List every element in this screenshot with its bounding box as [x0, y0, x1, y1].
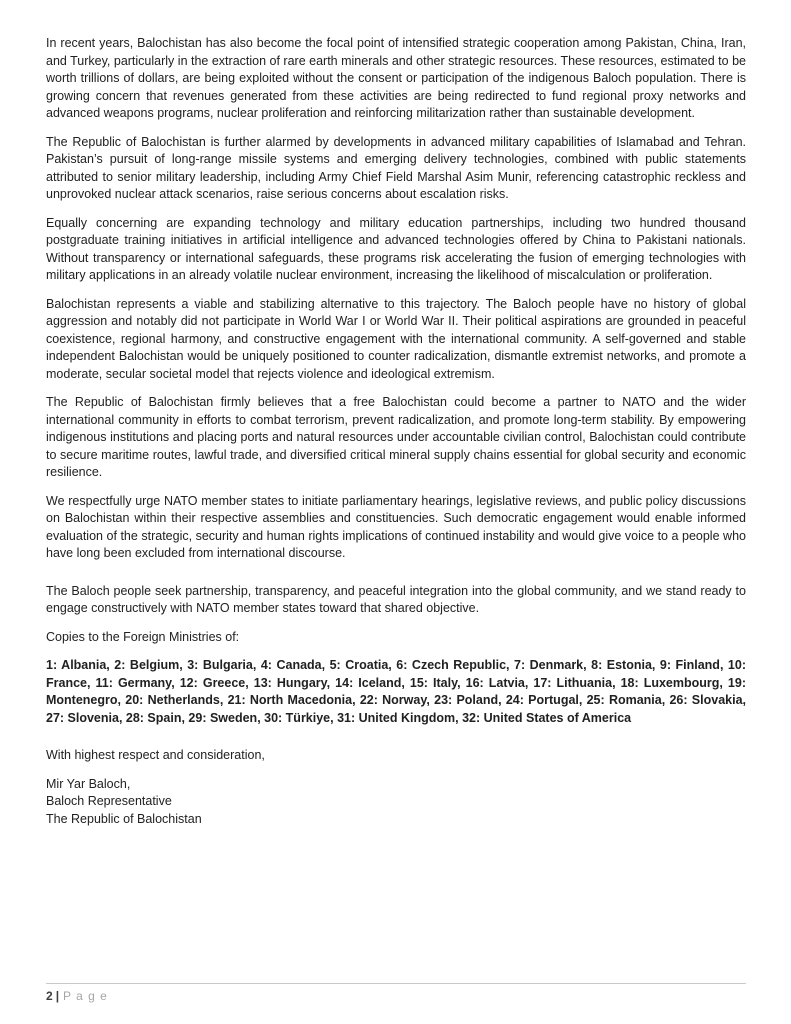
copies-heading: Copies to the Foreign Ministries of: — [46, 629, 240, 644]
paragraph-military-capabilities: The Republic of Balochistan is further alarmed by developments in advanced military capabilities of Islamabad and Tehran. Pakistan’s pursuit of long-range missile systems and emerging delivery technologies, combined with public statements attributed to senior military leadership, including Army Chief Field Marshal Asim Munir, referencing catastrophic reckless and unprovoked nuclear attack scenarios, raise serious concerns about escalation risks. — [46, 134, 746, 201]
signature-block — [46, 776, 746, 829]
letter-body — [46, 35, 746, 828]
signatory-title: Baloch Representative — [46, 794, 172, 808]
paragraph-nato-partner: The Republic of Balochistan firmly believes that a free Balochistan could become a partner to NATO and the wider international community in efforts to combat terrorism, prevent radicalization, and promote long-term stability. By empowering indigenous institutions and placing ports and natural resources under accountable civilian control, Balochistan could contribute to secure maritime routes, lawful trade, and diversified critical mineral supply chains essential for global security and economic resilience. — [46, 395, 746, 479]
paragraph-parliamentary-hearings: We respectfully urge NATO member states to initiate parliamentary hearings, legislative reviews, and public policy discussions on Balochistan within their respective assemblies and constituencies. Such democratic engagement would enable informed evaluation of the strategic, security and human rights implications of continued instability and would give voice to a people who have long been excluded from international discourse. — [46, 493, 746, 560]
paragraph-stabilizing-alternative: Balochistan represents a viable and stabilizing alternative to this trajectory. The Baloch people have no history of global aggression and notably did not participate in World War I or World War II. Their political aspirations are grounded in peaceful coexistence, regional harmony, and constructive engagement with the international community. A self-governed and stable independent Balochistan would be uniquely positioned to counter radicalization, dismantle extremist networks, and promote a moderate, secular societal model that rejects violence and ideological extremism. — [46, 296, 746, 381]
signatory-name: Mir Yar Baloch, — [46, 776, 131, 791]
footer-separator: | — [55, 989, 60, 1003]
signatory-organization: The Republic of Balochistan — [46, 811, 202, 826]
closing-line: With highest respect and consideration, — [46, 748, 265, 762]
paragraph-strategic-cooperation: In recent years, Balochistan has also become the focal point of intensified strategic cooperation among Pakistan, China, Iran, and Turkey, particularly in the extraction of rare earth minerals and other strategic resources. These resources, estimated to be worth trillions of dollars, are being exploited without the consent or participation of the indigenous Baloch population. There is growing concern that revenues generated from these activities are being redirected to fund regional proxy networks and advanced weapons programs, nuclear proliferation and reinforcing militarization rather than sustainable development. — [46, 36, 746, 120]
page-number: 2 — [46, 989, 53, 1003]
paragraph-partnership-objective: The Baloch people seek partnership, transparency, and peaceful integration into the global community, and we stand ready to engage constructively with NATO member states toward that shared objective. — [46, 583, 746, 615]
paragraph-education-partnerships: Equally concerning are expanding technology and military education partnerships, including two hundred thousand postgraduate training initiatives in artificial intelligence and advanced technologies offered by China to Pakistani nationals. Without transparency or international safeguards, these programs risk accelerating the fusion of emerging technologies with military applications in an already volatile nuclear environment, increasing the likelihood of miscalculation or proliferation. — [46, 215, 746, 282]
page-label: P a g e — [63, 989, 108, 1003]
page-footer — [46, 983, 746, 1003]
ministries-list: 1: Albania, 2: Belgium, 3: Bulgaria, 4: Canada, 5: Croatia, 6: Czech Republic, 7: Denmark, 8: Estonia, 9: Finland, 10: France, 11: Germany, 12: Greece, 13: Hungary, 14: Iceland, 15: Italy, 16: Latvia, 17: Lithuania, 18: Luxembourg, 19: Montenegro, 20: Netherlands, 21: North Macedonia, 22: Norway, 23: Poland, 24: Portugal, 25: Romania, 26: Slovakia, 27: Slovenia, 28: Spain, 29: Sweden, 30: Türkiye, 31: United Kingdom, 32: United States of America — [46, 658, 746, 725]
